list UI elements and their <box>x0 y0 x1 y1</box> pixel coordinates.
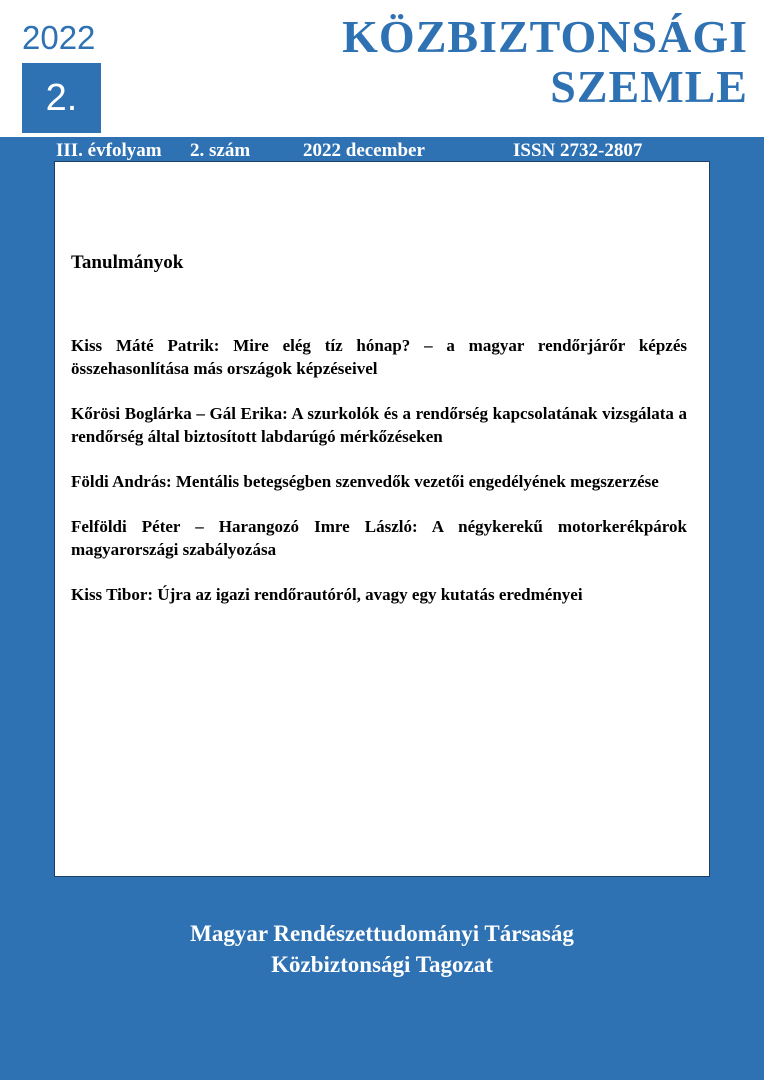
volume-label: III. évfolyam <box>56 140 162 161</box>
year-label: 2022 <box>22 19 96 56</box>
article-item[interactable]: Kiss Máté Patrik: Mire elég tíz hónap? – a magyar rendőrjárőr képzés összehasonlítása más országok képzéseivel <box>71 336 687 378</box>
info-bar <box>0 140 764 162</box>
issn-label: ISSN 2732-2807 <box>513 140 643 161</box>
journal-title <box>342 12 748 112</box>
section-heading: Tanulmányok <box>71 252 184 273</box>
publisher-section: Közbiztonsági Tagozat <box>271 952 493 977</box>
article-item[interactable]: Felföldi Péter – Harangozó Imre László: A négykerekű motorkerékpárok magyarországi szabályozása <box>71 517 687 559</box>
publisher-name: Magyar Rendészettudományi Társaság <box>190 921 574 946</box>
article-item[interactable]: Földi András: Mentális betegségben szenvedők vezetői engedélyének megszerzése <box>71 472 659 491</box>
article-item[interactable]: Kiss Tibor: Újra az igazi rendőrautóról, avagy egy kutatás eredményei <box>71 585 583 604</box>
publisher-footer <box>0 918 764 980</box>
journal-title-line1: KÖZBIZTONSÁGI <box>342 11 748 62</box>
date-label: 2022 december <box>303 140 425 161</box>
contents-box <box>54 161 710 877</box>
issue-label: 2. szám <box>190 140 251 161</box>
journal-title-line2: SZEMLE <box>550 61 748 112</box>
issue-number-badge: 2. <box>22 63 101 133</box>
header-white-band <box>101 127 764 137</box>
article-item[interactable]: Kőrösi Boglárka – Gál Erika: A szurkolók és a rendőrség kapcsolatának vizsgálata a rendőrség által biztosított labdarúgó mérkőzéseken <box>71 404 687 446</box>
article-list <box>71 334 687 628</box>
